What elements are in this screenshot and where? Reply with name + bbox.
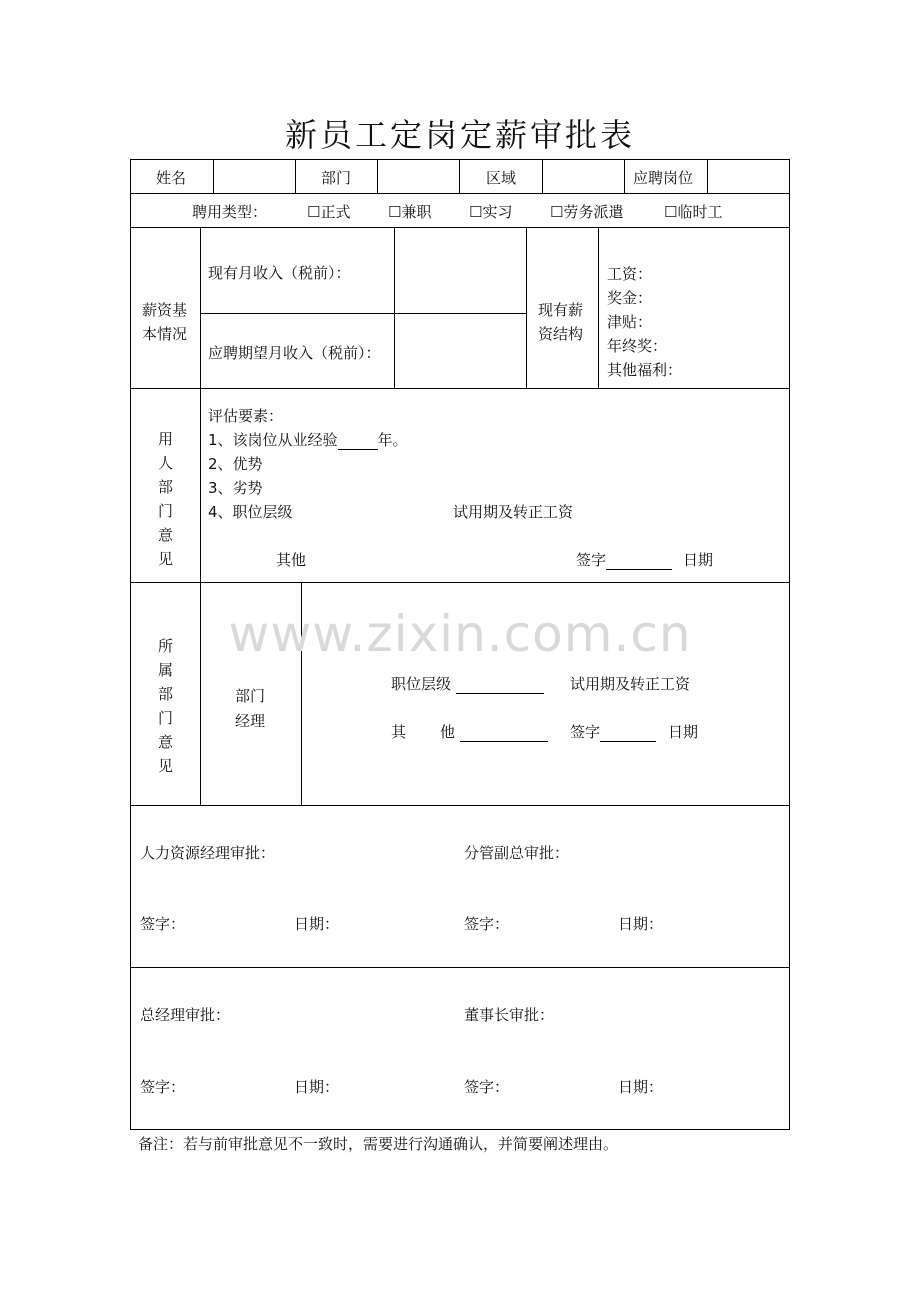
other-label: 其他 xyxy=(276,551,307,569)
dept-level-row: 职位层级 xyxy=(391,673,544,694)
gm-sign-label: 签字： xyxy=(140,1078,186,1096)
hr-date-label: 日期： xyxy=(294,915,340,933)
position-label: 应聘岗位 xyxy=(633,169,694,187)
dept-opinion-label: 所 属 部 门 意 见 xyxy=(157,637,173,775)
employer-sign: 签字 xyxy=(576,549,672,570)
option-label: 兼职 xyxy=(401,203,432,221)
option-fulltime[interactable]: ☐正式 xyxy=(307,203,351,221)
disadvantages-item: 3、劣势 xyxy=(208,479,263,497)
structure-item-other-benefits: 其他福利： xyxy=(607,361,683,379)
chairman-date-label: 日期： xyxy=(618,1078,664,1096)
expected-income-field[interactable] xyxy=(395,314,525,387)
footnote: 备注：若与前审批意见不一致时，需要进行沟通确认，并简要阐述理由。 xyxy=(138,1135,619,1153)
option-label: 临时工 xyxy=(677,203,723,221)
employment-type-label: 聘用类型： xyxy=(192,203,268,221)
name-label: 姓名 xyxy=(156,169,187,187)
employer-sign-field[interactable] xyxy=(606,551,672,570)
dept-level-field[interactable] xyxy=(456,675,544,694)
dept-sign: 签字 xyxy=(570,721,656,742)
gm-date-label: 日期： xyxy=(294,1078,340,1096)
name-field[interactable] xyxy=(214,160,294,193)
hr-sign-label: 签字： xyxy=(140,915,186,933)
structure-item-allowance: 津贴： xyxy=(607,313,653,331)
vp-sign-label: 签字： xyxy=(464,915,510,933)
structure-item-bonus: 奖金： xyxy=(607,289,653,307)
experience-years-field[interactable] xyxy=(338,431,378,450)
chairman-approval-label: 董事长审批： xyxy=(464,1006,555,1024)
level-item: 4、职位层级 xyxy=(208,503,293,521)
region-field[interactable] xyxy=(543,160,623,193)
option-parttime[interactable]: ☐兼职 xyxy=(388,203,432,221)
salary-section-label-line1: 薪资基 xyxy=(142,301,188,319)
hr-approval-label: 人力资源经理审批： xyxy=(140,844,276,862)
watermark: www.zixin.com.cn xyxy=(228,605,692,663)
expected-income-label: 应聘期望月收入（税前）： xyxy=(208,344,381,362)
structure-label-line1: 现有薪 xyxy=(538,301,584,319)
option-label: 正式 xyxy=(320,203,351,221)
option-temporary[interactable]: ☐临时工 xyxy=(664,203,723,221)
salary-section-label-line2: 本情况 xyxy=(142,325,188,343)
gm-approval-label: 总经理审批： xyxy=(140,1006,231,1024)
form-title: 新员工定岗定薪审批表 xyxy=(284,116,635,154)
option-intern[interactable]: ☐实习 xyxy=(469,203,513,221)
option-label: 实习 xyxy=(482,203,513,221)
option-label: 劳务派遣 xyxy=(563,203,624,221)
current-income-label: 现有月收入（税前）： xyxy=(208,264,351,282)
dept-manager-label-line1: 部门 xyxy=(235,687,266,705)
employer-opinion-label: 用 人 部 门 意 见 xyxy=(157,430,173,568)
structure-item-wage: 工资： xyxy=(607,265,653,283)
dept-sign-field[interactable] xyxy=(600,723,656,742)
probation-salary-label: 试用期及转正工资 xyxy=(453,503,574,521)
dept-field[interactable] xyxy=(378,160,458,193)
employer-date-label: 日期 xyxy=(683,551,714,569)
dept-date-label: 日期 xyxy=(668,723,699,741)
region-label: 区域 xyxy=(486,169,517,187)
position-field[interactable] xyxy=(708,160,788,193)
chairman-sign-label: 签字： xyxy=(464,1078,510,1096)
dept-label: 部门 xyxy=(321,169,352,187)
dept-other-field[interactable] xyxy=(460,723,548,742)
vp-approval-label: 分管副总审批： xyxy=(464,844,570,862)
advantages-item: 2、优势 xyxy=(208,455,263,473)
option-dispatch[interactable]: ☐劳务派遣 xyxy=(550,203,624,221)
experience-item: 1、该岗位从业经验 年。 xyxy=(208,431,408,449)
factors-title: 评估要素： xyxy=(208,407,284,425)
structure-label-line2: 资结构 xyxy=(538,325,584,343)
current-income-field[interactable] xyxy=(395,228,525,312)
vp-date-label: 日期： xyxy=(618,915,664,933)
dept-other-row: 其 他 xyxy=(391,721,548,742)
structure-item-annual-bonus: 年终奖： xyxy=(607,337,668,355)
dept-manager-label-line2: 经理 xyxy=(235,712,266,730)
dept-probation-label: 试用期及转正工资 xyxy=(570,675,691,693)
